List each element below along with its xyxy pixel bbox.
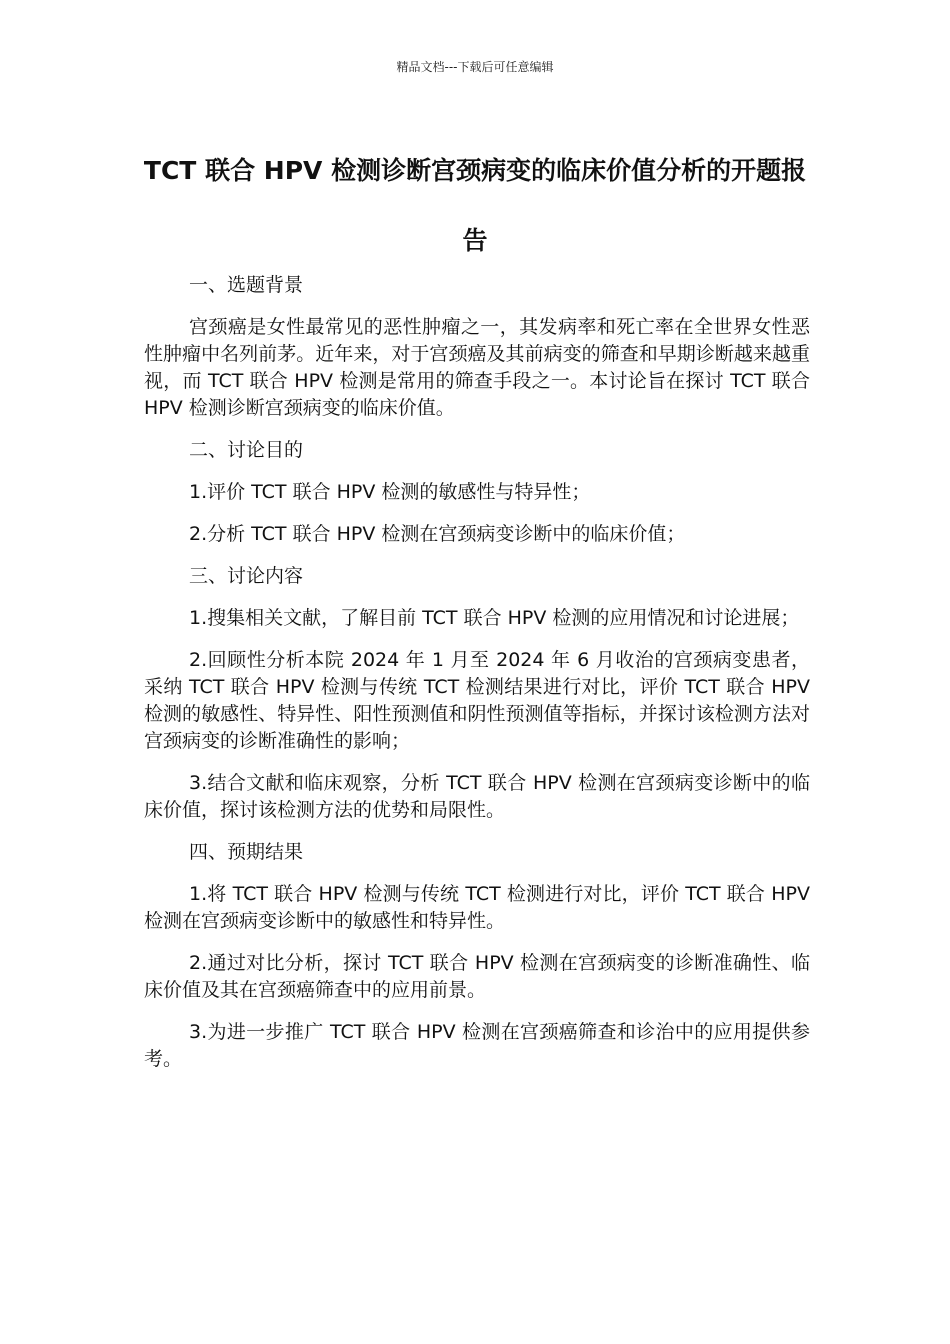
list-item-content-2: 2.回顾性分析本院 2024 年 1 月至 2024 年 6 月收治的宫颈病变患者，采纳 TCT 联合 HPV 检测与传统 TCT 检测结果进行对比，评价 TCT 联合 HPV 检测的敏感性、特异性、阳性预测值和阴性预测值等指标，并探讨该检测方法对宫颈病变的诊断准确性的影响；	[144, 649, 810, 752]
list-item-result-1: 1.将 TCT 联合 HPV 检测与传统 TCT 检测进行对比，评价 TCT 联合 HPV 检测在宫颈病变诊断中的敏感性和特异性。	[144, 883, 810, 932]
section-heading-purpose: 二、讨论目的	[189, 439, 304, 461]
section-heading-content: 三、讨论内容	[189, 565, 304, 587]
section-heading-expected-results: 四、预期结果	[189, 841, 304, 863]
section-heading-background: 一、选题背景	[189, 274, 304, 296]
document-body	[144, 272, 810, 1088]
page-header: 精品文档---下载后可任意编辑	[396, 60, 554, 74]
list-item-content-3: 3.结合文献和临床观察，分析 TCT 联合 HPV 检测在宫颈病变诊断中的临床价值，探讨该检测方法的优势和局限性。	[144, 772, 810, 821]
list-item-result-2: 2.通过对比分析，探讨 TCT 联合 HPV 检测在宫颈病变的诊断准确性、临床价值及其在宫颈癌筛查中的应用前景。	[144, 952, 810, 1001]
list-item-result-3: 3.为进一步推广 TCT 联合 HPV 检测在宫颈癌筛查和诊治中的应用提供参考。	[144, 1021, 810, 1070]
list-item-purpose-1: 1.评价 TCT 联合 HPV 检测的敏感性与特异性；	[189, 481, 591, 503]
list-item-content-1: 1.搜集相关文献，了解目前 TCT 联合 HPV 检测的应用情况和讨论进展；	[189, 607, 800, 629]
document-title: TCT 联合 HPV 检测诊断宫颈病变的临床价值分析的开题报告	[143, 156, 807, 255]
list-item-purpose-2: 2.分析 TCT 联合 HPV 检测在宫颈病变诊断中的临床价值；	[189, 523, 686, 545]
paragraph-background: 宫颈癌是女性最常见的恶性肿瘤之一，其发病率和死亡率在全世界女性恶性肿瘤中名列前茅。近年来，对于宫颈癌及其前病变的筛查和早期诊断越来越重视，而 TCT 联合 HPV 检测是常用的筛查手段之一。本讨论旨在探讨 TCT 联合 HPV 检测诊断宫颈病变的临床价值。	[144, 316, 810, 419]
